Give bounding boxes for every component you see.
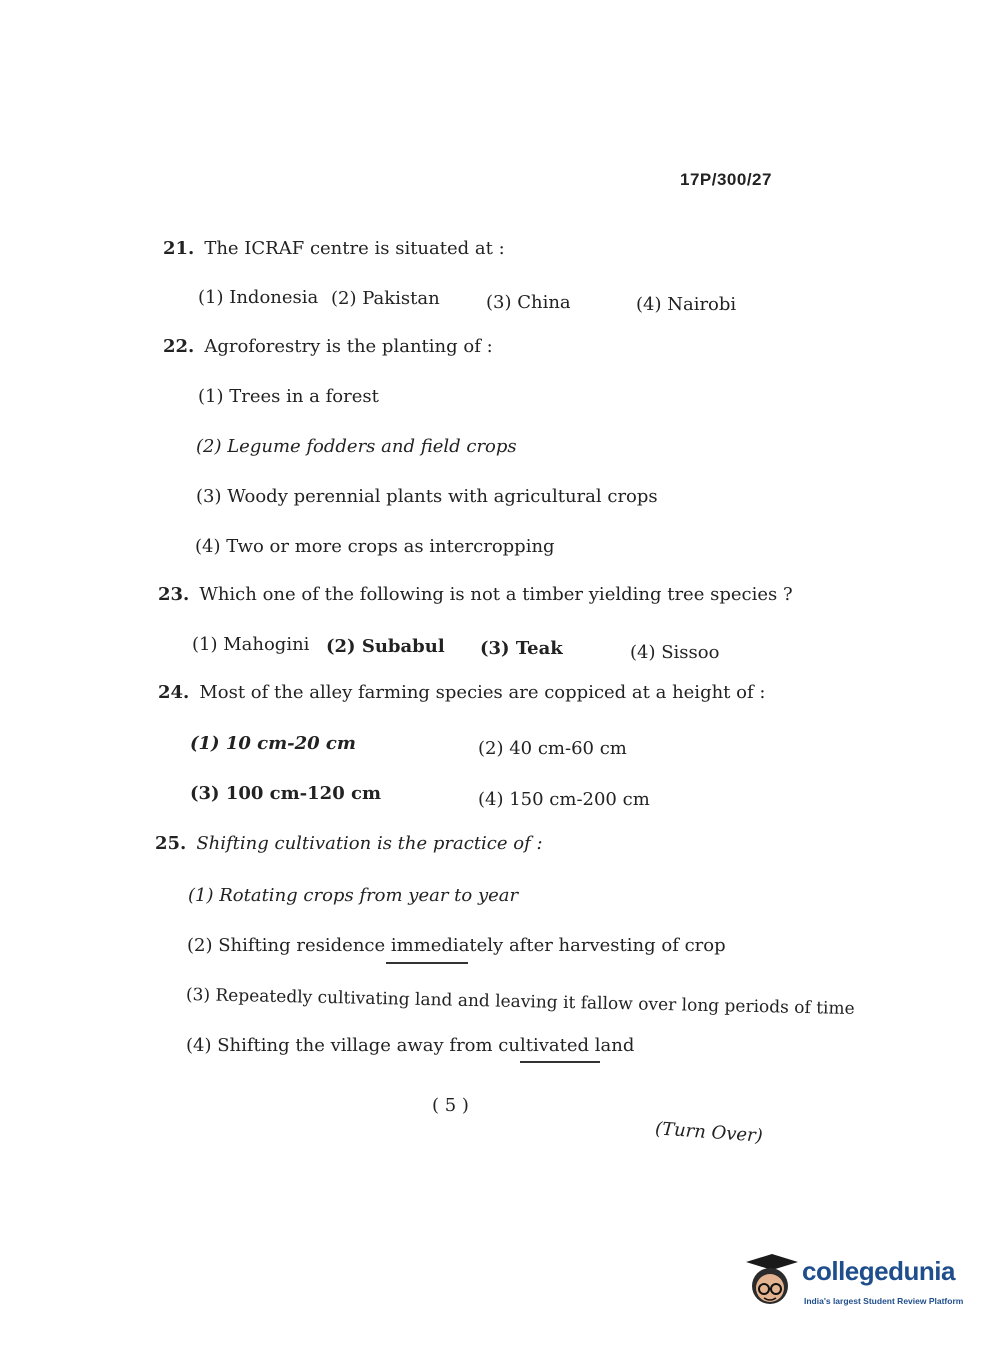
option: (1) Rotating crops from year to year <box>188 885 519 906</box>
option: (2) Shifting residence immediately after harvesting of crop <box>187 935 726 956</box>
option: (3) Teak <box>480 638 563 659</box>
paper-code: 17P/300/27 <box>680 170 772 189</box>
question-25 <box>155 833 543 854</box>
logo-tagline: India's largest Student Review Platform <box>804 1296 964 1306</box>
option: (4) 150 cm-200 cm <box>478 789 650 810</box>
question-23 <box>158 584 793 605</box>
option: (1) Indonesia <box>198 287 319 308</box>
question-number: 24. <box>158 682 190 703</box>
option: (1) Trees in a forest <box>198 386 379 407</box>
page-number: ( 5 ) <box>432 1095 469 1116</box>
collegedunia-logo <box>742 1252 972 1314</box>
pen-underline <box>386 962 468 964</box>
question-number: 25. <box>155 833 187 854</box>
option: (2) Subabul <box>326 636 445 657</box>
turn-over-note: (Turn Over) <box>654 1118 764 1147</box>
option: (2) Pakistan <box>331 288 440 309</box>
question-text: The ICRAF centre is situated at : <box>204 238 505 259</box>
option: (1) 10 cm-20 cm <box>190 733 356 754</box>
question-number: 22. <box>163 336 195 357</box>
option: (3) Woody perennial plants with agricultural crops <box>196 486 658 507</box>
question-22 <box>163 336 493 357</box>
question-number: 21. <box>163 238 195 259</box>
option: (4) Nairobi <box>636 294 737 315</box>
question-number: 23. <box>158 584 190 605</box>
option: (4) Shifting the village away from cultivated land <box>186 1035 635 1056</box>
question-24 <box>158 682 765 703</box>
option: (1) Mahogini <box>192 634 310 655</box>
option: (4) Two or more crops as intercropping <box>195 536 555 557</box>
question-text: Shifting cultivation is the practice of : <box>196 833 543 854</box>
option: (3) China <box>486 292 571 313</box>
option: (2) 40 cm-60 cm <box>478 738 627 759</box>
logo-wordmark: collegedunia <box>802 1256 955 1286</box>
question-text: Agroforestry is the planting of : <box>204 336 493 357</box>
option: (4) Sissoo <box>630 642 720 663</box>
question-21 <box>163 238 505 259</box>
option: (2) Legume fodders and field crops <box>196 436 517 457</box>
pen-underline <box>520 1061 600 1063</box>
question-text: Which one of the following is not a timber yielding tree species ? <box>199 584 793 605</box>
option: (3) Repeatedly cultivating land and leaving it fallow over long periods of time <box>185 985 855 1020</box>
mascot-icon <box>742 1252 800 1310</box>
option: (3) 100 cm-120 cm <box>190 783 381 804</box>
question-text: Most of the alley farming species are coppiced at a height of : <box>199 682 766 703</box>
